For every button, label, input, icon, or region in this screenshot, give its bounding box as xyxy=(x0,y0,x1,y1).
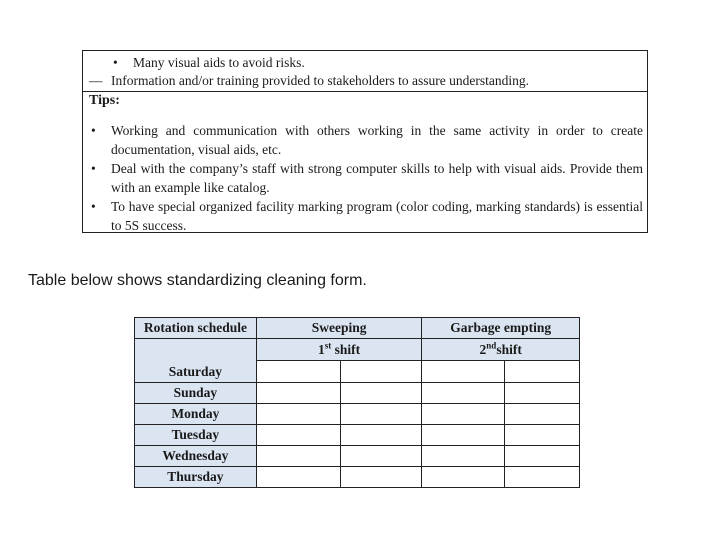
cell-sunday-garbage-a[interactable] xyxy=(422,383,505,404)
cell-saturday-sweep-b[interactable] xyxy=(340,361,422,383)
sweeping-shift-number: 1 xyxy=(318,341,325,357)
cell-thursday-garbage-a[interactable] xyxy=(422,467,505,488)
sweeping-shift-label: shift xyxy=(331,341,361,357)
top-bullet-item xyxy=(113,55,305,71)
header-rotation-schedule: Rotation schedule xyxy=(135,318,257,339)
bullet-icon: • xyxy=(113,55,118,70)
header-sweeping: Sweeping xyxy=(256,318,422,339)
tips-box-header xyxy=(83,51,647,92)
cell-thursday-sweep-a[interactable] xyxy=(256,467,340,488)
table-caption: Table below shows standardizing cleaning form. xyxy=(28,272,367,289)
cell-sunday-sweep-b[interactable] xyxy=(340,383,422,404)
top-dash-text: Information and/or training provided to stakeholders to assure understanding. xyxy=(111,73,530,88)
cell-tuesday-sweep-a[interactable] xyxy=(256,425,340,446)
cell-tuesday-sweep-b[interactable] xyxy=(340,425,422,446)
tip-item: • Deal with the company’s staff with strong computer skills to help with visual aids. Provide them with an example like catalog. xyxy=(89,159,643,197)
cell-saturday-garbage-a[interactable] xyxy=(422,361,505,383)
cell-wednesday-sweep-a[interactable] xyxy=(256,446,340,467)
day-wednesday: Wednesday xyxy=(135,446,257,467)
cell-monday-sweep-a[interactable] xyxy=(256,404,340,425)
cell-thursday-garbage-b[interactable] xyxy=(505,467,580,488)
cell-sunday-sweep-a[interactable] xyxy=(256,383,340,404)
day-sunday: Sunday xyxy=(135,383,257,404)
cell-monday-sweep-b[interactable] xyxy=(340,404,422,425)
cell-saturday-sweep-a[interactable] xyxy=(256,361,340,383)
cell-tuesday-garbage-a[interactable] xyxy=(422,425,505,446)
garbage-shift-label: shift xyxy=(496,341,522,357)
day-thursday: Thursday xyxy=(135,467,257,488)
cell-monday-garbage-b[interactable] xyxy=(505,404,580,425)
top-bullet-text: Many visual aids to avoid risks. xyxy=(133,55,305,70)
cell-monday-garbage-a[interactable] xyxy=(422,404,505,425)
tip-item: • Working and communication with others working in the same activity in order to create documentation, visual aids, etc. xyxy=(89,121,643,159)
header-garbage-empting: Garbage empting xyxy=(422,318,580,339)
tip-item: • To have special organized facility marking program (color coding, marking standards) is essential to 5S success. xyxy=(89,197,643,235)
cell-tuesday-garbage-b[interactable] xyxy=(505,425,580,446)
cleaning-form-table xyxy=(134,317,580,488)
sweeping-shift-suffix: st xyxy=(324,340,332,350)
cell-wednesday-garbage-a[interactable] xyxy=(422,446,505,467)
subheader-garbage-shift xyxy=(422,339,580,361)
tips-box xyxy=(82,50,648,233)
dash-icon: — xyxy=(89,73,103,88)
cell-wednesday-garbage-b[interactable] xyxy=(505,446,580,467)
garbage-shift-suffix: nd xyxy=(486,340,497,350)
day-monday: Monday xyxy=(135,404,257,425)
day-saturday: Saturday xyxy=(135,339,257,383)
tips-list xyxy=(89,121,643,235)
top-dash-item xyxy=(89,73,529,89)
garbage-shift-number: 2 xyxy=(479,341,487,357)
tips-title: Tips: xyxy=(89,93,120,108)
cell-saturday-garbage-b[interactable] xyxy=(505,361,580,383)
cell-wednesday-sweep-b[interactable] xyxy=(340,446,422,467)
day-tuesday: Tuesday xyxy=(135,425,257,446)
cell-thursday-sweep-b[interactable] xyxy=(340,467,422,488)
subheader-sweeping-shift xyxy=(256,339,422,361)
cell-sunday-garbage-b[interactable] xyxy=(505,383,580,404)
